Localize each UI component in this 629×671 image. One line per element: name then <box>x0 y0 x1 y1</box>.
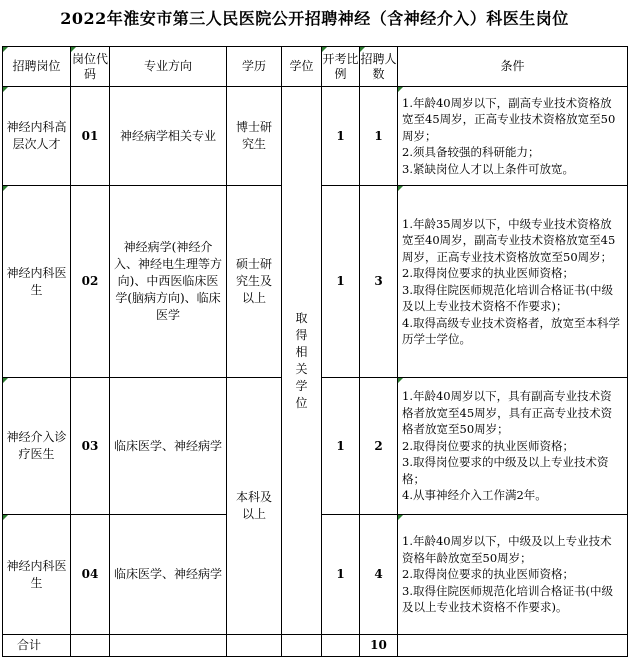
table-header-row <box>3 47 628 87</box>
condition-item: 1.年龄40周岁以下，中级及以上专业技术资格年龄放宽至50周岁； <box>402 534 612 565</box>
post-cell: 神经内科高层次人才 <box>3 87 71 186</box>
condition-item: 1.年龄40周岁以下，副高专业技术资格放宽至45周岁，正高专业技术资格放宽至50周岁； <box>402 95 616 143</box>
condition-item: 2.取得岗位要求的执业医师资格； <box>402 266 574 280</box>
condition-item: 2.取得岗位要求的执业医师资格； <box>402 438 574 453</box>
page-title: 2022年淮安市第三人民医院公开招聘神经（含神经介入）科医生岗位 <box>60 9 569 28</box>
code-cell: 04 <box>71 515 110 635</box>
count-cell: 4 <box>360 515 398 635</box>
post-cell: 神经介入诊疗医生 <box>3 378 71 515</box>
condition-item: 3.紧缺岗位人才以上条件可放宽。 <box>402 161 574 176</box>
total-empty-cell <box>71 635 110 657</box>
condition-item: 4.从事神经介入工作满2年。 <box>402 488 547 503</box>
conditions-cell <box>398 515 628 635</box>
header-degree: 学位 <box>282 47 322 87</box>
total-empty-cell <box>227 635 282 657</box>
ratio-cell: 1 <box>322 378 360 515</box>
direction-cell: 临床医学、神经病学 <box>110 515 227 635</box>
direction-cell: 神经病学(神经介入、神经电生理等方向)、中西医临床医学(脑病方向)、临床医学 <box>110 186 227 378</box>
degree-cell <box>282 87 322 635</box>
education-cell: 本科及以上 <box>227 378 282 635</box>
header-conditions: 条件 <box>398 47 628 87</box>
ratio-cell: 1 <box>322 87 360 186</box>
conditions-cell <box>398 87 628 186</box>
code-cell: 03 <box>71 378 110 515</box>
condition-item: 2.取得岗位要求的执业医师资格； <box>402 567 574 582</box>
conditions-cell <box>398 378 628 515</box>
degree-text: 取得相关学位 <box>295 310 308 410</box>
table-row <box>3 87 628 186</box>
condition-item: 3.取得岗位要求的中级及以上专业技术资格； <box>402 455 609 486</box>
condition-item: 4.取得高级专业技术资格者，放宽至本科学历学士学位。 <box>402 315 620 346</box>
condition-item: 2.须具备较强的科研能力； <box>402 145 540 160</box>
header-code: 岗位代码 <box>71 47 110 87</box>
total-label: 合计 <box>3 635 71 657</box>
post-cell: 神经内科医生 <box>3 515 71 635</box>
condition-item: 3.取得住院医师规范化培训合格证书(中级及以上专业技术资格不作要求)。 <box>402 583 613 615</box>
total-count: 10 <box>360 635 398 657</box>
header-ratio: 开考比例 <box>322 47 360 87</box>
education-cell: 硕士研究生及以上 <box>227 186 282 378</box>
post-cell: 神经内科医生 <box>3 186 71 378</box>
total-empty-cell <box>110 635 227 657</box>
count-cell: 3 <box>360 186 398 378</box>
total-empty-cell <box>282 635 322 657</box>
ratio-cell: 1 <box>322 515 360 635</box>
header-post: 招聘岗位 <box>3 47 71 87</box>
header-count: 招聘人数 <box>360 47 398 87</box>
conditions-cell <box>398 186 628 378</box>
code-cell: 01 <box>71 87 110 186</box>
code-cell: 02 <box>71 186 110 378</box>
total-empty-cell <box>398 635 628 657</box>
ratio-cell: 1 <box>322 186 360 378</box>
count-cell: 1 <box>360 87 398 186</box>
recruitment-table <box>2 46 628 657</box>
header-education: 学历 <box>227 47 282 87</box>
direction-cell: 神经病学相关专业 <box>110 87 227 186</box>
total-empty-cell <box>322 635 360 657</box>
count-cell: 2 <box>360 378 398 515</box>
total-row <box>3 635 628 657</box>
condition-item: 1.年龄35周岁以下，中级专业技术资格放宽至40周岁，副高专业技术资格放宽至45周岁，正高专业技术资格放宽至50周岁； <box>402 216 616 264</box>
condition-item: 1.年龄40周岁以下，具有副高专业技术资格者放宽至45周岁，具有正高专业技术资格者放宽至50周岁； <box>402 389 613 437</box>
condition-item: 3.取得住院医师规范化培训合格证书(中级及以上专业技术资格不作要求)； <box>402 282 613 313</box>
direction-cell: 临床医学、神经病学 <box>110 378 227 515</box>
education-cell: 博士研究生 <box>227 87 282 186</box>
header-direction: 专业方向 <box>110 47 227 87</box>
